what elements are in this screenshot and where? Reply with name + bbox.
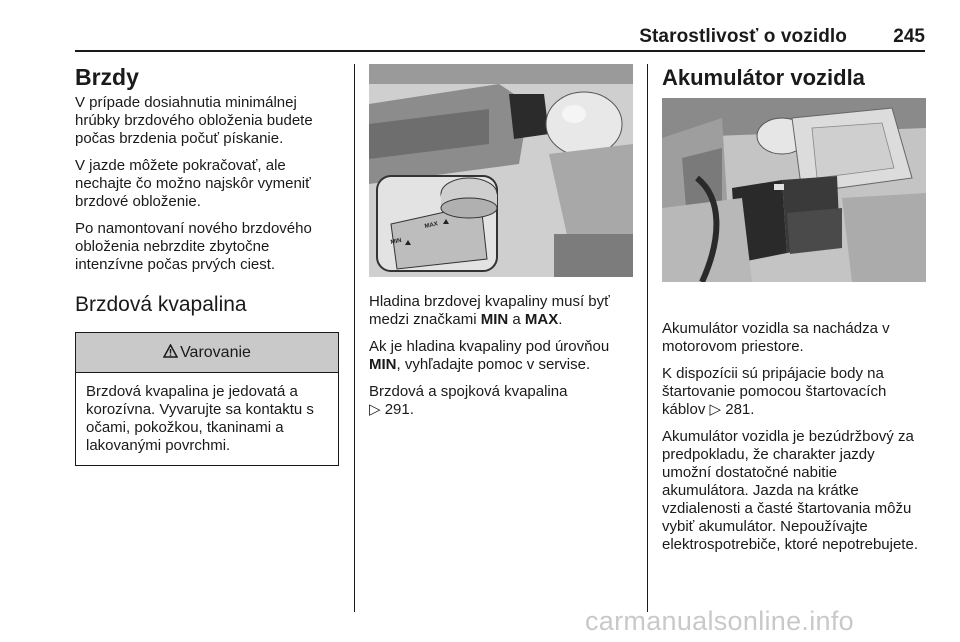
page-reference[interactable]: 281. [721, 401, 755, 418]
battery-paragraph: Akumulátor vozidla je bezúdržbový za predpokladu, že charakter jazdy umožní dostatočné nabitie akumulátora. Jazda na krátke vzdialenosti a časté štartovania môžu vybiť akumulátor. Nepoužívajte elektrospotrebiče, ktoré nepotrebujete. [662, 428, 918, 553]
warning-label: Varovanie [180, 344, 251, 361]
column-middle [369, 64, 633, 428]
column-divider [354, 64, 355, 612]
brakes-paragraph: V prípade dosiahnutia minimálnej hrúbky brzdového obloženia budete počas brzdenia počuť pískanie. [75, 94, 313, 147]
reference-arrow-icon: ▷ [709, 401, 722, 418]
battery-heading: Akumulátor vozidla [662, 65, 865, 90]
text-span: . [558, 311, 563, 328]
fluid-level-paragraph [369, 293, 633, 329]
text-span: Brzdová a spojková kvapalina [369, 383, 568, 400]
fluid-reference-paragraph [369, 383, 633, 419]
battery-image [662, 98, 926, 282]
min-mark-label: MIN [390, 237, 403, 246]
column-left [75, 64, 340, 466]
column-divider [647, 64, 648, 612]
brakes-heading: Brzdy [75, 64, 139, 90]
fluid-low-paragraph [369, 338, 633, 374]
battery-paragraph [662, 365, 926, 419]
brake-fluid-heading: Brzdová kvapalina [75, 293, 247, 316]
max-mark-label: MAX [424, 221, 439, 230]
watermark: carmanualsonline.info [585, 606, 854, 636]
min-mark-text: MIN [369, 356, 397, 373]
brakes-paragraph: V jazde môžete pokračovať, ale nechajte čo možno najskôr vymeniť brzdové obloženie. [75, 157, 311, 210]
reference-arrow-icon: ▷ [369, 401, 381, 418]
text-span: Ak je hladina kvapaliny pod úrovňou [369, 338, 610, 355]
warning-box [75, 332, 339, 466]
warning-header [76, 333, 338, 373]
warning-text: Brzdová kvapalina je jedovatá a korozívna. Vyvarujte sa kontaktu s očami, pokožkou, tkaninami a lakovanými povrchmi. [86, 383, 314, 454]
text-span: Hladina brzdovej kvapaliny musí byť medzi značkami [369, 293, 610, 328]
max-mark-text: MAX [524, 311, 559, 328]
page-reference[interactable]: 291. [380, 401, 414, 418]
text-span: K dispozícii sú pripájacie body na štartovanie pomocou štartovacích káblov [662, 365, 887, 418]
battery-paragraph: Akumulátor vozidla sa nachádza v motorovom priestore. [662, 320, 890, 355]
warning-icon [163, 333, 178, 373]
page-header [75, 26, 925, 52]
min-mark-text: MIN [480, 311, 509, 328]
brake-fluid-reservoir-image [369, 64, 633, 277]
text-span: a [508, 311, 525, 328]
page-number: 245 [893, 26, 925, 47]
page-section-title: Starostlivosť o vozidlo [639, 26, 847, 47]
brakes-paragraph: Po namontovaní nového brzdového obloženia nebrzdite zbytočne intenzívne počas prvých ciest. [75, 220, 312, 273]
text-span: , vyhľadajte pomoc v servise. [396, 356, 591, 373]
column-right [662, 64, 926, 563]
